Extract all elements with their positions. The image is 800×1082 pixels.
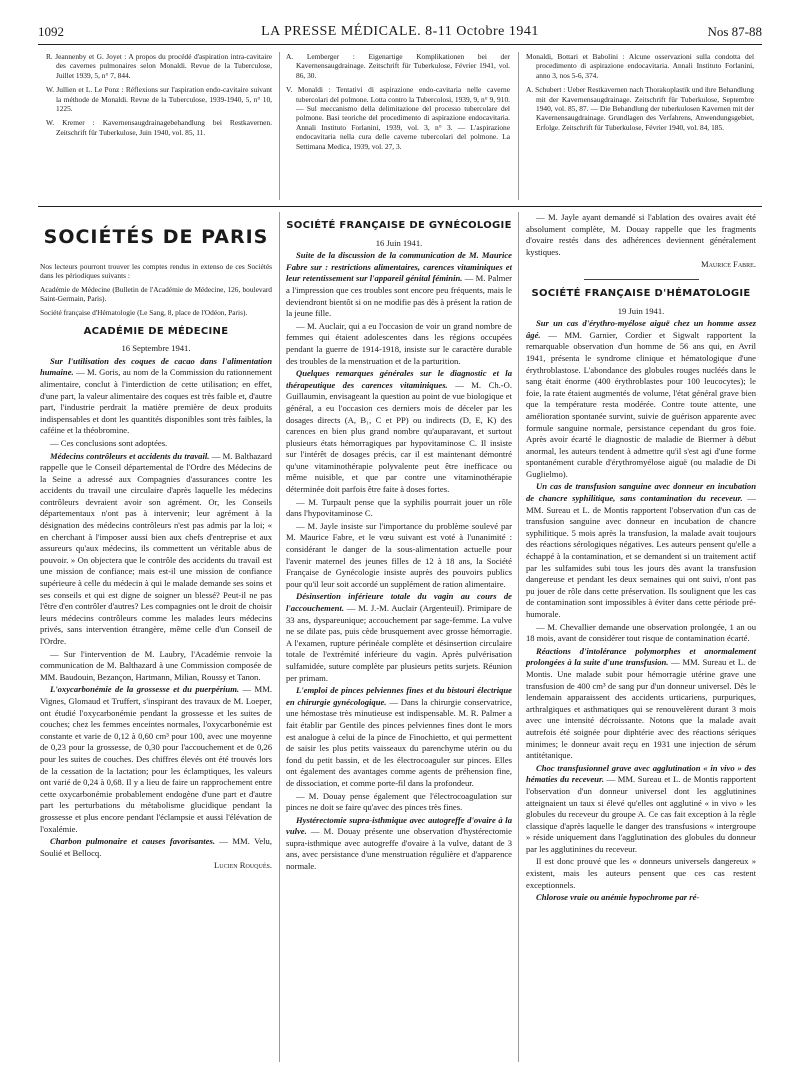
paragraph: L'emploi de pinces pelviennes fines et du bistouri électrique en chirurgie gynécologique. — Dans la chirurgie conservatrice, une hémostase très minutieuse est indispensable. M. R. Palmer a fait établir par Gentile des pinces pelviennes fines dont le mors est analogue à celui de la pince de Finochietto, et qui permettent de saisir les plus petits vaisseaux du parenchyme utérin ou du fond du petit bassin, et de les électrocoaguler sur pinces. Elles ont également des avantages comme agents de préhension fine, de dissociation, et comme porte-fil dans la profondeur.	[286, 685, 512, 788]
session-date: 16 Juin 1941.	[375, 237, 423, 248]
column-1	[40, 212, 272, 1072]
section-heading: SOCIÉTÉ FRANÇAISE DE GYNÉCOLOGIE	[286, 220, 512, 231]
paragraph: Quelques remarques générales sur le diagnostic et la thérapeutique des carences vitaminiques. — M. Ch.-O. Guillaumin, envisageant la question au point de vue biologique et général, a eu l'occasion ces derniers mois de déceler par les dosages directs (A, B₁, C et PP) ou indirects (D, E, K) des carences en bien plus grand nombre qu'auparavant, et surtout plusieurs états hémorragiques par hypovitaminose C. Il insiste sur l'intérêt de dosages précis, car il est maintenant démontré qu'une vitaminothérapie polyvalente peut être inefficace ou même nuisible, et que par contre une vitaminothérapie déterminée doit parfois être faite à doses fortes.	[286, 368, 512, 495]
subsection-title: Charbon pulmonaire et causes favorisantes.	[50, 836, 215, 847]
paragraph: — M. Turpault pense que la syphilis pourrait jouer un rôle dans l'hypovitaminose C.	[286, 496, 512, 519]
intro-societe: Société française d'Hématologie (Le Sang, 8, place de l'Odéon, Paris).	[40, 307, 248, 317]
paragraph: Suite de la discussion de la communication de M. Maurice Fabre sur : restrictions alimentaires, carences vitaminiques et leur retentissement sur l'appareil génital féminin. — M. Palmer a l'impression que ces troubles sont encore peu fréquents, mais le deviendront bientôt si on ne modifie pas dès à présent la ration de la jeune fille.	[286, 250, 512, 319]
subsection-title: Quelques remarques générales sur le diagnostic et la thérapeutique des carences vitaminiques.	[286, 368, 512, 390]
page-header	[38, 24, 762, 44]
section-rule	[38, 206, 762, 207]
paragraph: Médecins contrôleurs et accidents du travail. — M. Balthazard rappelle que le Conseil départemental de l'Ordre des Médecins de la Seine a adressé aux Compagnies d'assurances contre les accidents du travail une circulaire d'après laquelle les médecins contrôleurs devraient avoir son agrément. Or, les Conseils départementaux n'ont pas à intervenir; leur agrément à la désignation des médecins contrôleurs n'est pas admis par la loi; « en cherchant à l'imposer aussi bien aux chefs d'entreprise et aux assureurs qu'aux médecins, ils commettent un véritable abus de pouvoir. » On objectera que le contrôle des accidents du travail est une mission de confiance; mais est-il une mission de confiance supérieure à celle du médecin à qui le malade demande ses soins et ses conseils et qui est digne de soigner un blessé? Peut-il ne pas l'être d'en contrôler d'autres? Les compagnies ont le droit de choisir leurs médecins contrôleurs comme les malades leurs médecins privés, sans intervention étrangère, même celle d'un Conseil de l'Ordre.	[40, 450, 272, 646]
page-number: 1092	[38, 24, 64, 39]
subsection-title: Hystérectomie supra-isthmique avec autogreffe d'ovaire à la vulve.	[286, 814, 512, 837]
signature: Maurice Fabre.	[700, 259, 756, 270]
column-divider	[279, 212, 280, 1062]
subsection-title: Médecins contrôleurs et accidents du travail.	[50, 450, 210, 461]
paragraph: Désinsertion inférieure totale du vagin au cours de l'accouchement. — M. J.-M. Auclair (Argenteuil). Primipare de 33 ans, dyspareunique; accouchement par sage-femme. La vulve ne se dilate pas, puis cède brusquement avec grosse hémorragie. A l'examen, rupture périnéale complète et désinsertion circulaire totale de l'extrémité inférieure du vagin. Après pulvérisation sulfamidée, suture complète par plusieurs petits surjets. Réunion per primam.	[286, 591, 512, 683]
references-col-1	[46, 52, 272, 142]
subsection-title: Désinsertion inférieure totale du vagin au cours de l'accouchement.	[286, 591, 512, 613]
paragraph: Choc transfusionnel grave avec agglutination « in vivo » des hématies du receveur. — MM. Sureau et L. de Montis rapportent l'observation d'un donneur universel dont les agglutinines atteignaient un taux si élevé qu'elles ont agglutiné « in vivo » les globules du receveur du groupe A. Ce cas fait exception à la règle classique d'après laquelle le danger des transfusions « intergroupe » réside uniquement dans l'agglutination des globules du donneur par les agglutinines du receveur.	[526, 762, 756, 854]
paragraph: — Sur l'intervention de M. Laubry, l'Académie renvoie la communication de M. Balthazard à une Commission composée de MM. Baudouin, Bezançon, Hartmann, Milian, Roussy et Tanon.	[40, 648, 272, 682]
paragraph: — M. Jayle insiste sur l'importance du problème soulevé par M. Maurice Fabre, et le vœu suivant est voté à l'unanimité : considérant le danger de la sous-alimentation actuelle pour l'avenir maternel des jeunes filles de 12 à 18 ans, la Société Française de Gynécologie insiste auprès des pouvoirs publics pour qu'il leur soit accordé un supplément de ration alimentaire.	[286, 520, 512, 589]
reference: A. Schubert : Ueber Restkavernen nach Thorakoplastik und ihre Behandlung mit der Kavernensaugdrainage. Zeitschrift für Tuberkulose, Septembre 1940, vol. 85, 87. — Die Behandlung der tuberkulosen Kavernen mit der Kavernensaugdrainage. Grundlagen des Verfahrens, Anwendungsgebiet, Erfolge. Zeitschrift für Tuberkulose, Février 1940, vol. 84, 185.	[526, 85, 754, 132]
issue-number: Nos 87-88	[707, 24, 762, 39]
references-col-2	[286, 52, 510, 156]
reference: Monaldi, Bottari et Babolini : Alcune osservazioni sulla condotta del procedimento di aspirazione endocavitaria. Annali Instituto Forlanini, anno 3, nos 5-6, 374.	[526, 52, 754, 80]
header-rule	[38, 44, 762, 45]
subsection-title: Sur un cas d'érythro-myélose aiguë chez un homme assez âgé.	[526, 318, 756, 340]
paragraph: Hystérectomie supra-isthmique avec autogreffe d'ovaire à la vulve. — M. Douay présente une observation d'hystérectomie supra-isthmique avec autogreffe d'ovaire à la vulve, datant de 3 ans, avec persistance d'une menstruation régulière et d'apparence normale.	[286, 814, 512, 872]
intro-block	[40, 262, 272, 318]
reference: W. Jullien et L. Le Ponz : Réflexions sur l'aspiration endo-cavitaire suivant la méthode de Monaldi. Revue de la Tuberculose, 1939-1940, 5, n° 10, 1225.	[46, 85, 272, 114]
paragraph: Charbon pulmonaire et causes favorisantes. — MM. Velu, Soulié et Bellocq.	[40, 836, 273, 858]
subsection-title: Un cas de transfusion sanguine avec donneur en incubation de chancre syphilitique, sans contamination du receveur.	[526, 481, 756, 504]
subsection-title: Choc transfusionnel grave avec agglutination « in vivo » des hématies du receveur.	[526, 762, 756, 785]
subsection-title: Réactions d'intolérance polymorphes et anormalement prolongées à la suite d'une transfusion.	[526, 645, 756, 668]
subsection-title: Suite de la discussion de la communication de M. Maurice Fabre sur : restrictions alimentaires, carences vitaminiques et leur retentissement sur l'appareil génital féminin.	[286, 250, 512, 284]
section-heading: SOCIÉTÉ FRANÇAISE D'HÉMATOLOGIE	[531, 287, 751, 299]
reference: A. Lemberger : Eigenartige Komplikationen bei der Kavernensaugdrainage. Zeitschrift für Tuberkulose, Février 1941, vol. 86, 30.	[286, 52, 510, 80]
column-divider	[279, 52, 280, 200]
section-heading: ACADÉMIE DE MÉDECINE	[83, 325, 229, 337]
intro-academie: Académie de Médecine (Bulletin de l'Académie de Médecine, 126, boulevard Saint-Germain, Paris).	[40, 284, 272, 304]
signature: Lucien Rouquès.	[214, 860, 272, 871]
subsection-title: Sur l'utilisation des coques de cacao dans l'alimentation humaine.	[40, 355, 272, 378]
paragraph: — M. Douay pense également que l'électrocoagulation sur pinces ne doit se faire qu'avec des pinces très fines.	[286, 790, 512, 813]
paragraph: — M. Jayle ayant demandé si l'ablation des ovaires avait été absolument complète, M. Douay rappelle que les fragments d'ovaire restés dans des adhérences deviennent généralement kystiques.	[526, 212, 756, 257]
references-col-3	[526, 52, 754, 137]
paragraph: — M. Auclair, qui a eu l'occasion de voir un grand nombre de femmes qui étaient adolescentes dans les régions occupées pendant la guerre de 1914-1918, insiste sur le caractère durable des troubles de la menstruation et de la parturition.	[286, 320, 512, 366]
paragraph: L'oxycarbonémie de la grossesse et du puerpérium. — MM. Vignes, Glomaud et Truffert, s'inspirant des travaux de M. Loeper, ont étudié l'oxycarbonémie pendant la grossesse et les suites de couches; chez les femmes enceintes normales, l'oxycarbonémie est constante et varie de 0,12 à 0,60 cm³ pour 100, avec une moyenne de 0,23 pour la grossesse, de 0,30 pour l'accouchement et de 0,26 pour les suites de couches. Des chiffres élevés ont été trouvés lors de la cessation de la lactation; pour les éclamptiques, les valeurs ont varié de 0,24 à 0,68. Il y a lieu de faire un rapprochement entre cette oxycarbonémie probablement endogène d'une part et d'autre part les perturbations du métabolisme glucidique pendant la grossesse et plus encore pendant l'éclampsie et aussi l'élévation de l'oxalémie.	[40, 684, 272, 834]
reference: V. Monaldi : Tentativi di aspirazione endo-cavitaria nelle caverne tubercolari del polmone. Lotta contro la Tubercolosi, 1939, 9, n° 9, 910. — Sul meccanismo della delimitazione del processo tubercolare del polmone. Basi teoriche del procedimento di aspirazione endocavitaria. Annali Instituto Forlanini, 1939, vol. 3, n° 3. — L'aspirazione endocavitaria nella cura delle caverne tubercolari del polmone. La Settimana Medica, 1939, vol. 27, 3.	[286, 85, 510, 151]
session-date: 19 Juin 1941.	[617, 305, 665, 316]
column-3	[526, 212, 756, 1072]
societes-title: SOCIÉTÉS DE PARIS	[43, 226, 269, 248]
subsection-title: L'oxycarbonémie de la grossesse et du puerpérium.	[50, 684, 240, 695]
reference: W. Kremer : Kavernensaugdrainagebehandlung bei Restkavernen. Zeitschrift für Tuberkulose, Juin 1940, vol. 85, 11.	[46, 118, 272, 137]
section-separator	[584, 279, 699, 280]
paragraph: Un cas de transfusion sanguine avec donneur en incubation de chancre syphilitique, sans contamination du receveur. — MM. Sureau et L. de Montis rapportent l'observation d'un cas de transfusion sanguine avec donneur en incubation de chancre syphilitique. 5 mois après la transfusion, la malade avait toujours des réactions sérologiques négatives. Les auteurs pensent qu'elle a échappé à la contamination, et se demandent si un traitement actif par les sulfamides subi tous les jours dès avant la transfusion dangereuse et pendant les deux semaines qui ont suivi, n'ont pas pu jouer de rôle dans cette préservation. Ils soulignent que les cas de contamination sont impossibles à éviter dans cette période pré-humorale.	[526, 481, 756, 619]
column-divider	[518, 212, 519, 1062]
paragraph	[526, 892, 756, 904]
paragraph: Sur un cas d'érythro-myélose aiguë chez un homme assez âgé. — MM. Garnier, Cordier et Sigwalt rapportent la remarquable observation d'un homme de 56 ans qui, en Avril 1941, présenta le syndrome clinique et hématologique d'une érythroblastose. L'abondance des globules rouges nucléés dans le sang était énorme (400 érythroblastes pour 100 leucocytes); le foie, la rate étaient augmentés de volume, l'état général grave bien que la température resta modérée. Contre toute attente, une amélioration spontanée survint, suivie de guérison apparente avec formule sanguine normale, persistance cependant du gros foie. Après avoir écarté le diagnostic de maladie de Biermer à début anormal, les auteurs tendent à admettre qu'il s'est agi d'une forme spontanément curable d'érythromyélose aiguë (ou maladie de Di Guglielmo).	[526, 318, 756, 479]
paragraph: Il est donc prouvé que les « donneurs universels dangereux » existent, mais les auteurs pensent que ces cas restent exceptionnels.	[526, 856, 756, 890]
column-2	[286, 212, 512, 1072]
reference: R. Jeannenby et G. Joyet : A propos du procédé d'aspiration intra-cavitaire des cavernes pulmonaires selon Monaldi. Revue de la Tuberculose, Juillet 1939, 5, n° 7, 844.	[46, 52, 272, 80]
paragraph: — Ces conclusions sont adoptées.	[50, 437, 168, 448]
subsection-title: Chlorose vraie ou anémie hypochrome par ré-	[536, 892, 700, 903]
paragraph: — M. Chevallier demande une observation prolongée, 1 an ou 18 mois, avant de considérer tout risque de contamination écarté.	[526, 621, 756, 644]
column-divider	[518, 52, 519, 200]
intro-text: Nos lecteurs pourront trouver les comptes rendus in extenso de ces Sociétés dans les périodiques suivants :	[40, 261, 272, 281]
paragraph: Sur l'utilisation des coques de cacao dans l'alimentation humaine. — M. Goris, au nom de la Commission du rationnement alimentaire, conclut à l'interdiction de cette utilisation; en effet, d'une part, la valeur alimentaire des coques est très faible et, d'autre part, l'industrie perdrait la matière première de deux produits indispensables et dont les quantités disponibles sont très faibles, la caféine et la théobromine.	[40, 355, 272, 436]
session-date: 16 Septembre 1941.	[121, 343, 191, 354]
subsection-title: L'emploi de pinces pelviennes fines et du bistouri électrique en chirurgie gynécologique.	[286, 685, 512, 707]
paragraph: Réactions d'intolérance polymorphes et anormalement prolongées à la suite d'une transfusion. — MM. Sureau et L. de Montis. Une malade subit pour hémorragie utérine grave une transfusion de 400 cm³ de sang pur d'un donneur universel. Dès le lendemain apparaissent des accidents urticariens, purpuriques, arthralgiques et asthmatiques qui se renouvelèrent durant 3 mois avec une intensité décroissante. Notons que la malade avait autrefois été soignée pour diphtérie avec des réactions sériques minimes; le donneur avait reçu en 1931 une injection de sérum antitétanique.	[526, 645, 756, 761]
journal-title: LA PRESSE MÉDICALE. 8-11 Octobre 1941	[261, 24, 539, 39]
